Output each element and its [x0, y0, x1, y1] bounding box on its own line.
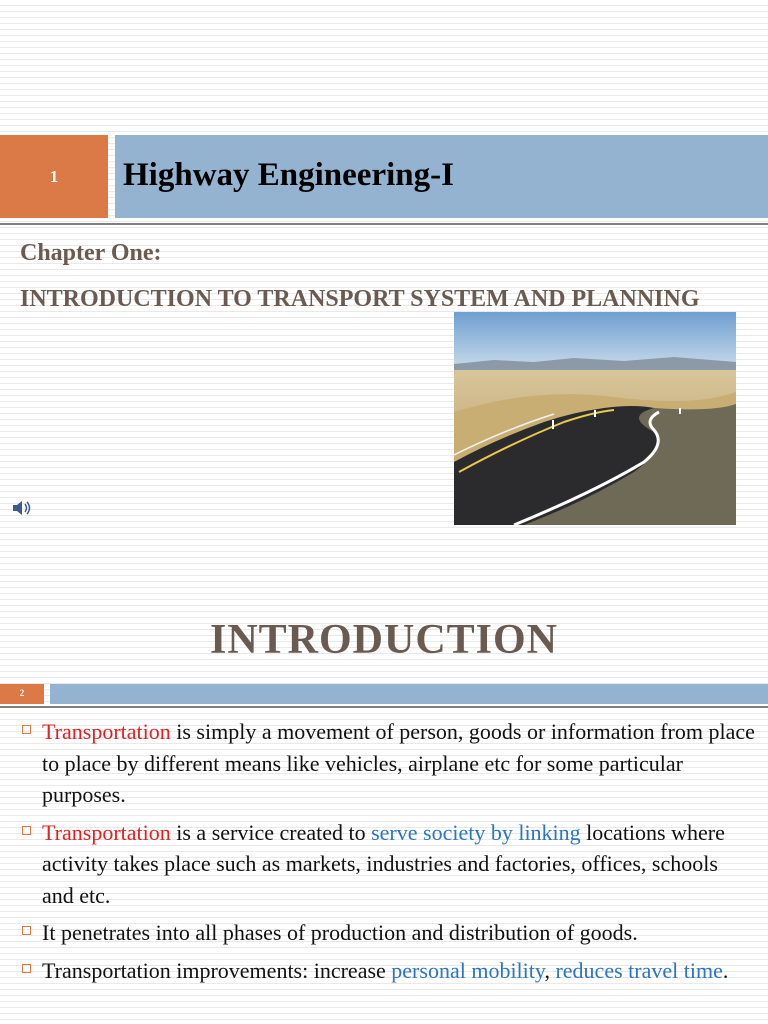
road-photo [454, 312, 736, 525]
slide-title: Highway Engineering-I [123, 157, 454, 193]
title-bar [115, 135, 768, 218]
title-bar [50, 684, 768, 704]
slide-2 [0, 580, 768, 1024]
speaker-icon[interactable] [12, 500, 32, 516]
bullet-item: Transportation is simply a movement of person, goods or information from place to place by different means like vehicles, airplane etc for some particular purposes. [20, 716, 755, 811]
title-divider [0, 706, 768, 708]
bullet-item: It penetrates into all phases of production and distribution of goods. [20, 917, 755, 949]
slide-number: 1 [49, 167, 59, 186]
bullet-item: Transportation is a service created to serve society by linking locations where activity takes place such as markets, industries and factories, offices, schools and etc. [20, 817, 755, 912]
section-heading: INTRODUCTION [209, 617, 559, 663]
square-bullet-icon [22, 964, 31, 973]
square-bullet-icon [22, 826, 31, 835]
slide-number-box [0, 135, 108, 218]
slide-number-box [0, 684, 44, 704]
bullet-item: Transportation improvements: increase personal mobility, reduces travel time. [20, 955, 755, 987]
slide-number: 2 [19, 688, 25, 698]
chapter-label: Chapter One: [20, 240, 162, 266]
square-bullet-icon [22, 725, 31, 734]
bullet-list [20, 716, 755, 992]
square-bullet-icon [22, 926, 31, 935]
title-divider [0, 223, 768, 225]
chapter-subtitle: INTRODUCTION TO TRANSPORT SYSTEM AND PLANNING [20, 286, 700, 312]
